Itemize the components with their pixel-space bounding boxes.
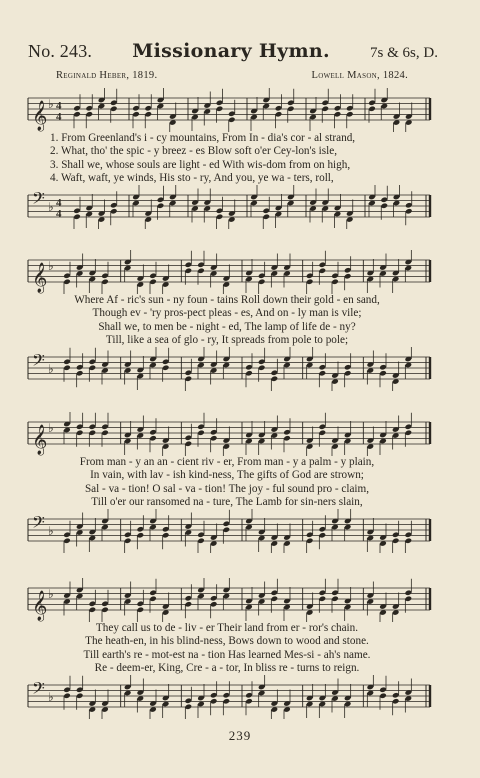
lyric-verse-2: The heath-en, in his blind-ness, Bows down to wood and stone. [85, 635, 369, 648]
lyricist-credit: Reginald Heber, 1819. [56, 70, 158, 81]
lyric-verse-2: Though ev - 'ry pros-pect pleas - es, And on - ly man is vile; [92, 307, 362, 320]
page-number: 239 [228, 728, 252, 743]
music-system-2 [26, 250, 436, 391]
lyric-verse-3: 3. Shall we, whose souls are light - ed With wis-dom from on high, [50, 158, 351, 171]
svg-text:𝄞: 𝄞 [32, 591, 48, 621]
svg-text:𝄢: 𝄢 [32, 512, 45, 537]
svg-text:𝄢: 𝄢 [32, 188, 45, 213]
svg-text:♭: ♭ [48, 259, 54, 273]
lyrics-block [26, 456, 436, 509]
svg-text:𝄢: 𝄢 [32, 678, 45, 703]
svg-text:♭: ♭ [48, 200, 54, 215]
bass-staff [26, 509, 436, 553]
svg-text:4: 4 [56, 208, 62, 221]
svg-text:𝄞: 𝄞 [32, 101, 48, 131]
svg-text:♭: ♭ [48, 690, 54, 705]
treble-staff [26, 88, 436, 132]
svg-text:𝄞: 𝄞 [32, 425, 48, 455]
hymn-meter: 7s & 6s, D. [370, 45, 438, 61]
lyric-verse-3: Sal - va - tion! O sal - va - tion! The joy - ful sound pro - claim, [84, 482, 370, 495]
lyric-verse-3: Till earth's re - mot-est na - tion Has learned Mes-si - ah's name. [83, 648, 371, 661]
svg-text:4: 4 [56, 100, 62, 112]
svg-text:♭: ♭ [48, 587, 54, 601]
bass-staff [26, 347, 436, 391]
svg-text:♭: ♭ [48, 362, 54, 377]
lyrics-block [26, 622, 436, 675]
lyric-verse-1: They call us to de - liv - er Their land from er - ror's chain. [95, 622, 359, 634]
lyric-verse-4: Till o'er our ransomed na - ture, The Lamb for sin-ners slain, [91, 495, 363, 508]
svg-text:𝄞: 𝄞 [32, 263, 48, 293]
svg-text:4: 4 [56, 111, 62, 123]
svg-text:♭: ♭ [48, 421, 54, 435]
composer-credit: Lowell Mason, 1824. [311, 70, 408, 81]
lyrics-block [26, 132, 436, 185]
hymn-header [28, 40, 438, 62]
hymn-credits [56, 70, 408, 81]
lyric-verse-2: In vain, with lav - ish kind-ness, The gifts of God are strown; [90, 469, 364, 482]
lyric-verse-4: Re - deem-er, King, Cre - a - tor, In bliss re - turns to reign. [94, 661, 360, 674]
hymn-number: No. 243. [28, 41, 93, 61]
lyric-verse-1: 1. From Greenland's i - cy mountains, From In - dia's cor - al strand, [50, 132, 356, 144]
music-system-3 [26, 412, 436, 553]
lyrics-block [26, 294, 436, 347]
lyric-verse-4: Till, like a sea of glo - ry, It spreads from pole to pole; [105, 333, 349, 346]
music-system-4 [26, 578, 436, 719]
bass-staff [26, 675, 436, 719]
svg-text:𝄢: 𝄢 [32, 350, 45, 375]
music-system-1 [26, 88, 436, 229]
hymn-title: Missionary Hymn. [132, 40, 330, 62]
treble-staff [26, 250, 436, 294]
lyric-verse-1: Where Af - ric's sun - ny foun - tains Roll down their gold - en sand, [74, 294, 380, 306]
lyric-verse-4: 4. Waft, waft, ye winds, His sto - ry, And you, ye wa - ters, roll, [50, 171, 334, 184]
lyric-verse-2: 2. What, tho' the spic - y breez - es Blow soft o'er Cey-lon's isle, [50, 145, 338, 158]
lyric-verse-1: From man - y an an - cient riv - er, From man - y a palm - y plain, [79, 456, 375, 468]
treble-staff [26, 412, 436, 456]
svg-text:♭: ♭ [48, 97, 54, 111]
svg-text:4: 4 [56, 197, 62, 210]
svg-text:♭: ♭ [48, 524, 54, 539]
lyric-verse-3: Shall we, to men be - night - ed, The lamp of life de - ny? [98, 320, 356, 333]
treble-staff [26, 578, 436, 622]
bass-staff [26, 185, 436, 229]
